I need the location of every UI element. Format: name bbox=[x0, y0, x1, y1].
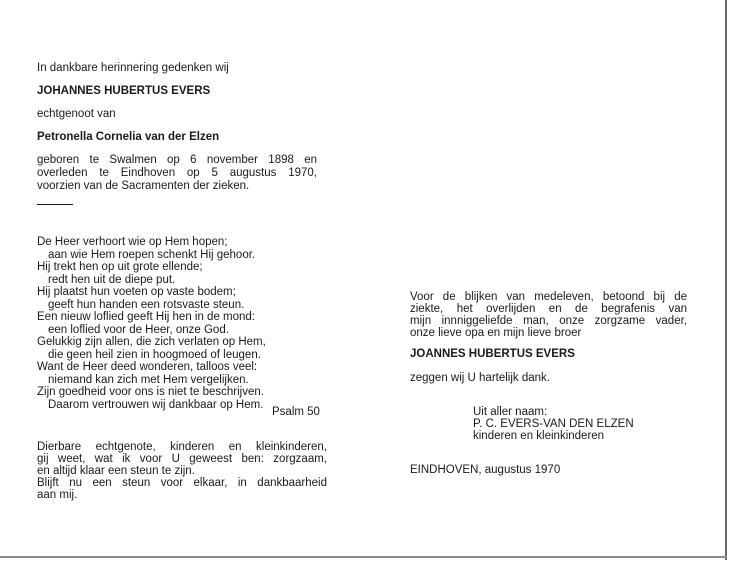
spouse-name: Petronella Cornelia van der Elzen bbox=[37, 131, 220, 143]
psalm-line: De Heer verhoort wie op Hem hopen; bbox=[37, 236, 228, 248]
signoff-name: P. C. EVERS-VAN DEN ELZEN bbox=[473, 418, 634, 430]
psalm-line: redt hen uit de diepe put. bbox=[48, 273, 176, 286]
psalm-line: geeft hun handen een rotsvaste steun. bbox=[48, 298, 245, 311]
thanks-line: Voor de blijken van medeleven, betoond bij de bbox=[410, 291, 687, 303]
card-edge-right bbox=[725, 0, 727, 560]
thanks-line: mijn innniggeliefde man, onze zorgzame vader, bbox=[410, 315, 687, 327]
divider-rule bbox=[37, 204, 73, 205]
psalm-line: Daarom vertrouwen wij dankbaar op Hem. bbox=[48, 398, 264, 411]
farewell-line: Dierbare echtgenote, kinderen en kleinkinderen, bbox=[37, 441, 327, 453]
place-date: EINDHOVEN, augustus 1970 bbox=[410, 464, 561, 476]
bio-line: geboren te Swalmen op 6 november 1898 en bbox=[37, 154, 317, 166]
deceased-name: JOHANNES HUBERTUS EVERS bbox=[37, 85, 211, 97]
thanks-line: ziekte, het overlijden en de begrafenis van bbox=[410, 303, 687, 315]
intro-text: In dankbare herinnering gedenken wij bbox=[37, 62, 229, 74]
farewell-line: Blijft nu een steun voor elkaar, in dankbaarheid bbox=[37, 477, 327, 489]
psalm-line: niemand kan zich met Hem vergelijken. bbox=[48, 373, 249, 386]
thanks-line: onze lieve opa en mijn lieve broer bbox=[410, 327, 582, 339]
farewell-line: gij weet, wat ik voor U geweest ben: zorgzaam, bbox=[37, 453, 327, 465]
farewell-line: en altijd klaar een steun te zijn. bbox=[37, 465, 195, 477]
bio-line: overleden te Eindhoven op 5 augustus 1970, bbox=[37, 167, 317, 179]
psalm-line: Hij plaatst hun voeten op vaste bodem; bbox=[37, 286, 236, 298]
thanks-text: zeggen wij U hartelijk dank. bbox=[410, 372, 550, 384]
signoff-intro: Uit aller naam: bbox=[473, 406, 548, 418]
psalm-line: Gelukkig zijn allen, die zich verlaten op Hem, bbox=[37, 336, 266, 348]
psalm-line: Hij trekt hen op uit grote ellende; bbox=[37, 261, 203, 273]
deceased-name-right: JOANNES HUBERTUS EVERS bbox=[410, 348, 575, 360]
psalm-line: Want de Heer deed wonderen, talloos veel: bbox=[37, 361, 258, 373]
farewell-line: aan mij. bbox=[37, 489, 78, 501]
psalm-line: een loflied voor de Heer, onze God. bbox=[48, 323, 229, 336]
psalm-line: die geen heil zien in hoogmoed of leugen. bbox=[48, 348, 261, 361]
card-edge-bottom bbox=[0, 556, 727, 558]
psalm-line: Een nieuw loflied geeft Hij hen in de mond: bbox=[37, 311, 256, 323]
psalm-line: aan wie Hem roepen schenkt Hij gehoor. bbox=[48, 248, 256, 261]
psalm-line: Zijn goedheid voor ons is niet te beschrijven. bbox=[37, 386, 264, 398]
psalm-reference: Psalm 50 bbox=[272, 406, 320, 418]
spouse-intro: echtgenoot van bbox=[37, 108, 116, 120]
bio-line: voorzien van de Sacramenten der zieken. bbox=[37, 180, 250, 192]
signoff-family: kinderen en kleinkinderen bbox=[473, 430, 605, 442]
